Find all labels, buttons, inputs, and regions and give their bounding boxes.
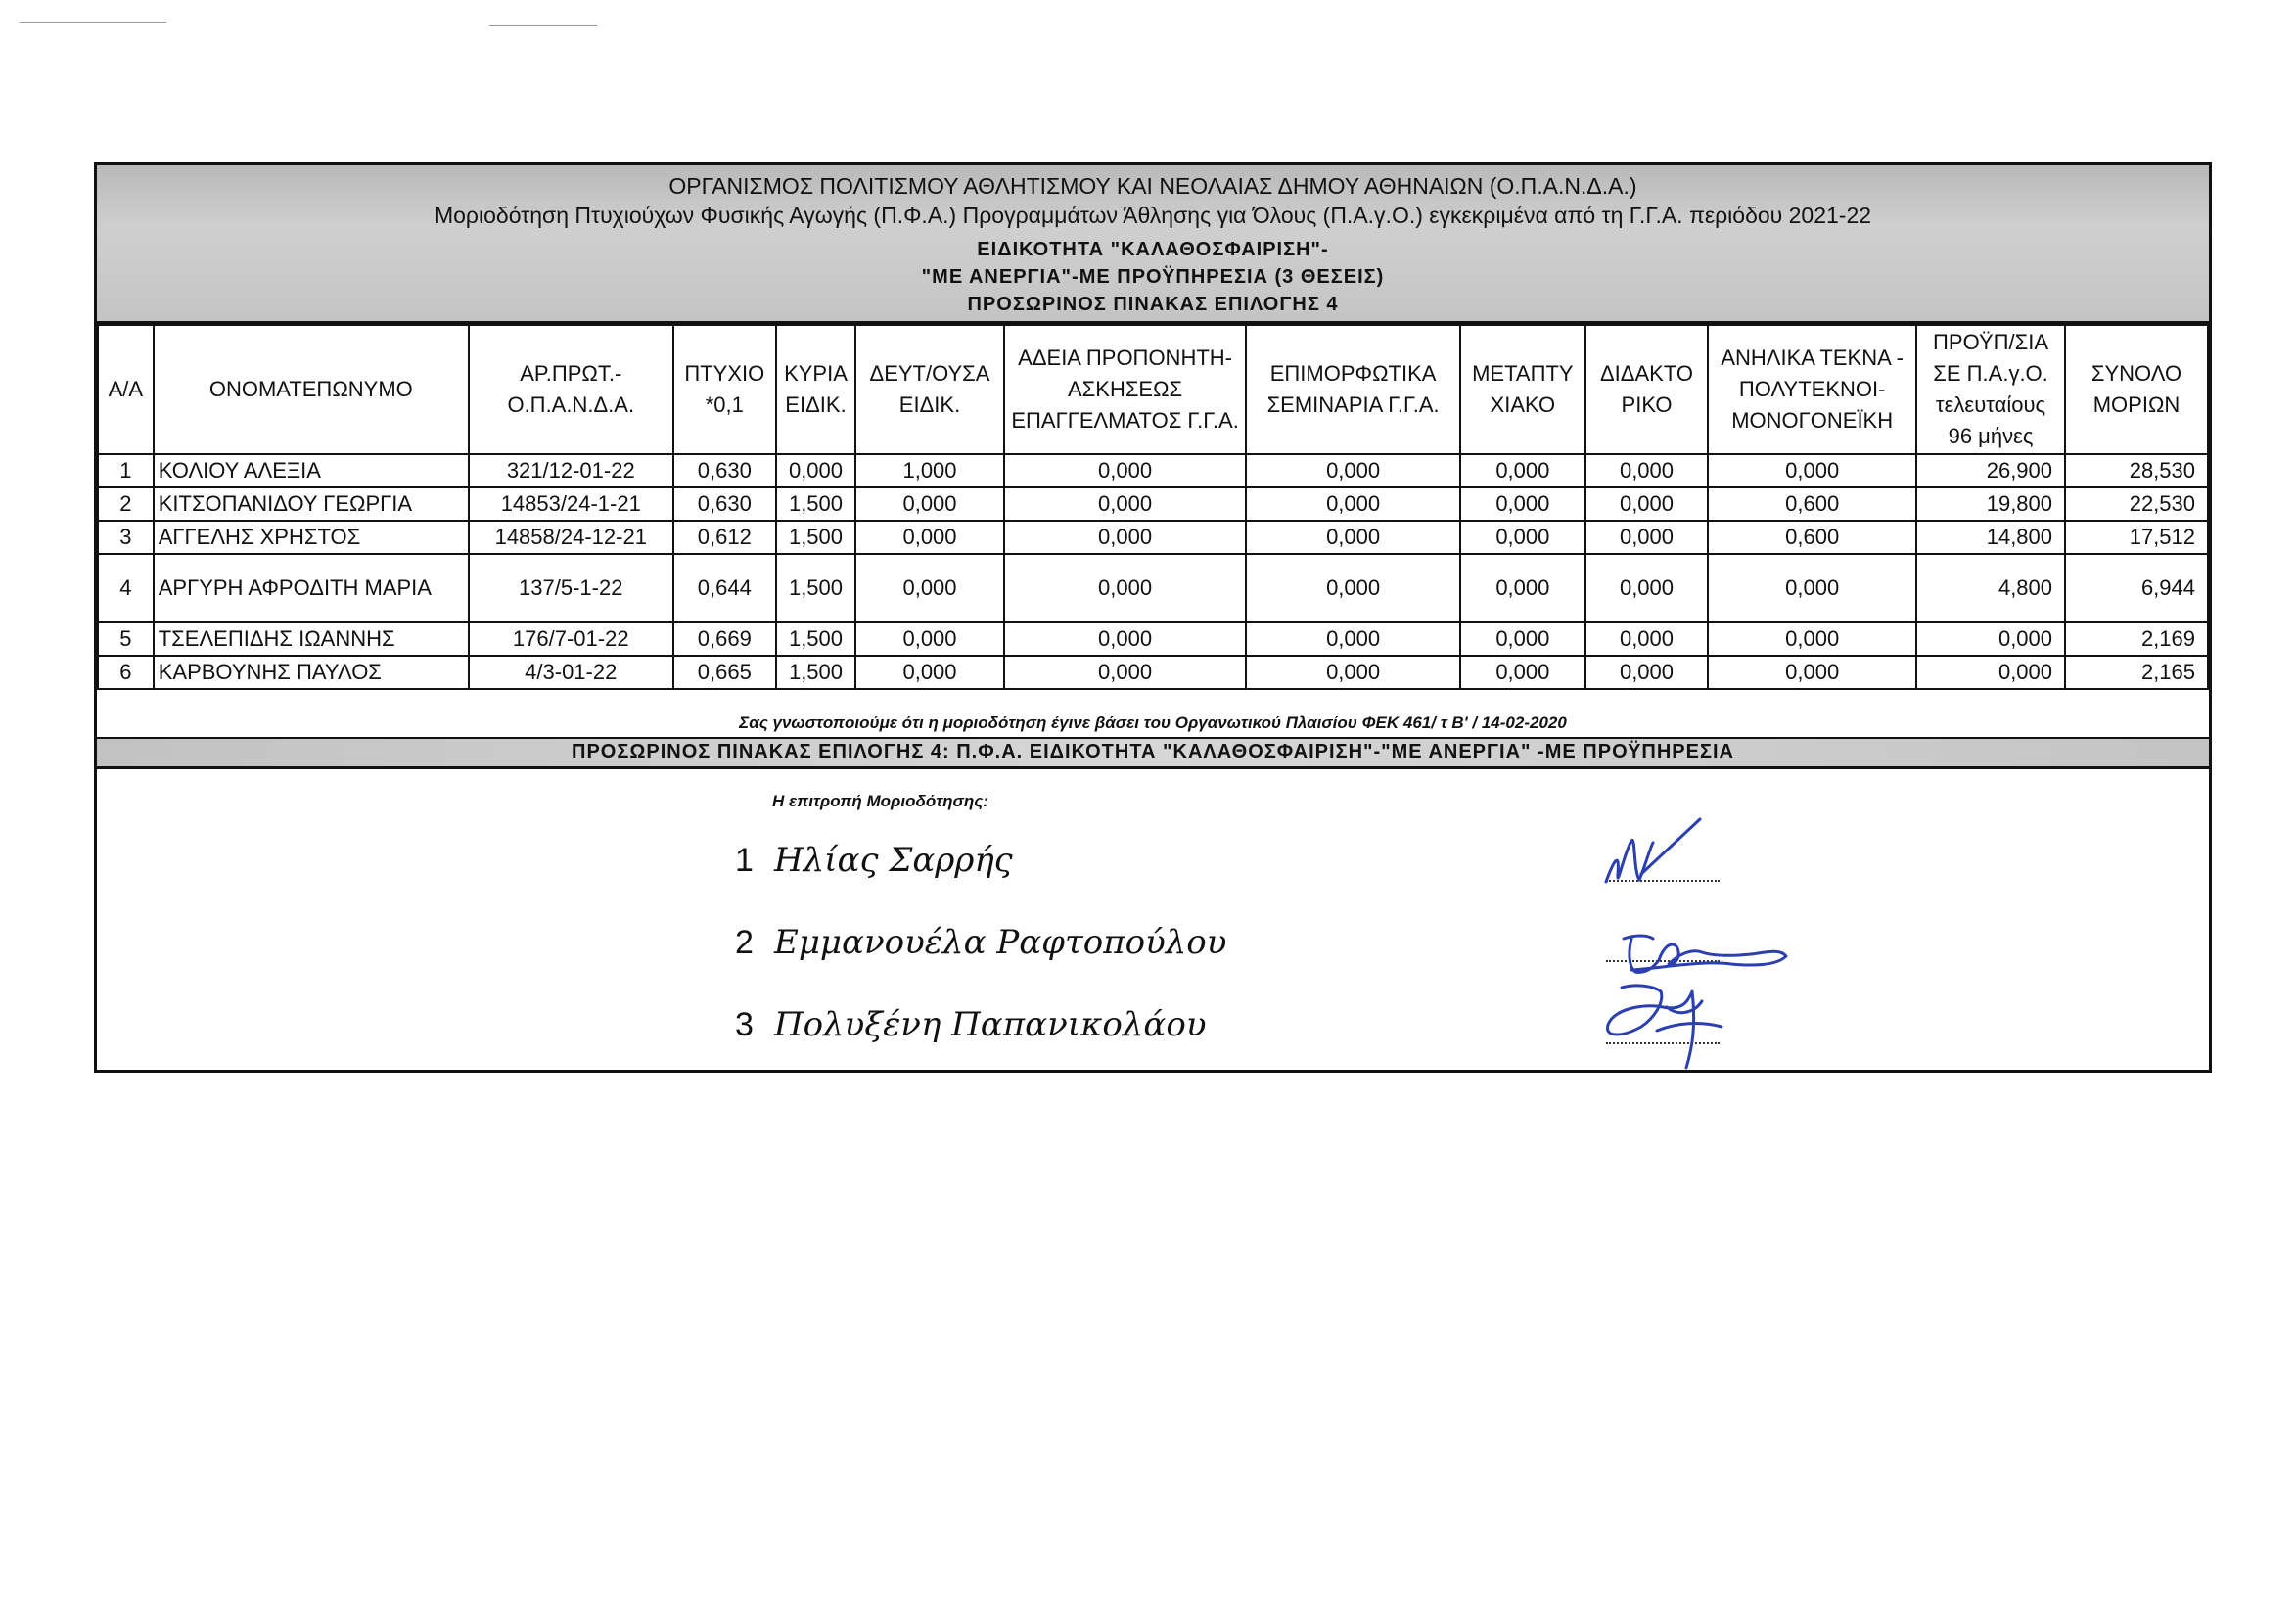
col-masters: ΜΕΤΑΠΤΥ ΧΙΑΚΟ xyxy=(1460,325,1585,454)
cell-aa: 3 xyxy=(98,521,154,554)
cell-main-spec: 1,500 xyxy=(776,487,855,521)
cell-degree: 0,669 xyxy=(673,622,776,656)
committee-title: Η επιτροπή Μοριοδότησης: xyxy=(772,792,988,810)
cell-protocol: 4/3-01-22 xyxy=(469,656,673,689)
cell-doctorate: 0,000 xyxy=(1585,454,1709,487)
member-number: 1 xyxy=(735,842,754,879)
cell-coach-license: 0,000 xyxy=(1004,622,1246,656)
table-row xyxy=(98,554,2208,622)
cell-seminars: 0,000 xyxy=(1246,487,1460,521)
cell-protocol: 137/5-1-22 xyxy=(469,554,673,622)
cell-degree: 0,630 xyxy=(673,454,776,487)
cell-main-spec: 1,500 xyxy=(776,622,855,656)
cell-main-spec: 1,500 xyxy=(776,521,855,554)
signature-1 xyxy=(1606,840,1653,882)
cell-second-spec: 0,000 xyxy=(855,656,1004,689)
category-title: "ΜΕ ΑΝΕΡΓΙΑ"-ΜΕ ΠΡΟΫΠΗΡΕΣΙΑ (3 ΘΕΣΕΙΣ) xyxy=(921,266,1385,288)
cell-main-spec: 1,500 xyxy=(776,554,855,622)
table-row xyxy=(98,521,2208,554)
cell-aa: 4 xyxy=(98,554,154,622)
scan-artifact xyxy=(20,22,166,23)
table-row xyxy=(98,622,2208,656)
cell-children: 0,000 xyxy=(1708,622,1916,656)
cell-name: ΚΑΡΒΟΥΝΗΣ ΠΑΥΛΟΣ xyxy=(154,656,469,689)
committee-member xyxy=(735,923,1226,962)
cell-aa: 2 xyxy=(98,487,154,521)
col-name: ΟΝΟΜΑΤΕΠΩΝΥΜΟ xyxy=(154,325,469,454)
signature-3 xyxy=(1607,986,1722,1068)
cell-aa: 5 xyxy=(98,622,154,656)
list-title: ΠΡΟΣΩΡΙΝΟΣ ΠΙΝΑΚΑΣ ΕΠΙΛΟΓΗΣ 4 xyxy=(967,294,1339,315)
cell-children: 0,000 xyxy=(1708,554,1916,622)
cell-experience: 14,800 xyxy=(1916,521,2065,554)
cell-seminars: 0,000 xyxy=(1246,622,1460,656)
col-degree: ΠΤΥΧΙΟ *0,1 xyxy=(673,325,776,454)
cell-main-spec: 0,000 xyxy=(776,454,855,487)
cell-main-spec: 1,500 xyxy=(776,656,855,689)
cell-doctorate: 0,000 xyxy=(1585,487,1709,521)
cell-experience: 19,800 xyxy=(1916,487,2065,521)
cell-experience: 0,000 xyxy=(1916,622,2065,656)
col-coach-license: ΑΔΕΙΑ ΠΡΟΠΟΝΗΤΗ-ΑΣΚΗΣΕΩΣ ΕΠΑΓΓΕΛΜΑΤΟΣ Γ.Γ.Α. xyxy=(1004,325,1246,454)
member-name: Εμμανουέλα Ραφτοπούλου xyxy=(774,923,1227,962)
cell-total: 17,512 xyxy=(2065,521,2208,554)
subtitle: Μοριοδότηση Πτυχιούχων Φυσικής Αγωγής (Π.Φ.Α.) Προγραμμάτων Άθλησης για Όλους (Π.Α.γ.Ο.) εγκεκριμένα από τη Γ.Γ.Α. περιόδου 2021-22 xyxy=(434,203,1872,228)
cell-seminars: 0,000 xyxy=(1246,554,1460,622)
legal-note: Σας γνωστοποιούμε ότι η μοριοδότηση έγινε βάσει του Οργανωτικού Πλαισίου ΦΕΚ 461/ τ Β' / 14-02-2020 xyxy=(739,713,1567,732)
cell-total: 2,165 xyxy=(2065,656,2208,689)
cell-name: ΚΟΛΙΟΥ ΑΛΕΞΙΑ xyxy=(154,454,469,487)
cell-protocol: 14853/24-1-21 xyxy=(469,487,673,521)
cell-masters: 0,000 xyxy=(1460,454,1585,487)
cell-total: 22,530 xyxy=(2065,487,2208,521)
cell-masters: 0,000 xyxy=(1460,487,1585,521)
cell-second-spec: 0,000 xyxy=(855,622,1004,656)
col-main-spec: ΚΥΡΙΑ ΕΙΔΙΚ. xyxy=(776,325,855,454)
cell-doctorate: 0,000 xyxy=(1585,622,1709,656)
org-title: ΟΡΓΑΝΙΣΜΟΣ ΠΟΛΙΤΙΣΜΟΥ ΑΘΛΗΤΙΣΜΟΥ ΚΑΙ ΝΕΟΛΑΙΑΣ ΔΗΜΟΥ ΑΘΗΝΑΙΩΝ (Ο.Π.Α.Ν.Δ.Α.) xyxy=(668,173,1637,199)
handwritten-signatures xyxy=(1584,792,1898,1076)
cell-masters: 0,000 xyxy=(1460,622,1585,656)
signature-2 xyxy=(1624,936,1786,972)
cell-total: 28,530 xyxy=(2065,454,2208,487)
cell-doctorate: 0,000 xyxy=(1585,554,1709,622)
cell-degree: 0,665 xyxy=(673,656,776,689)
cell-total: 6,944 xyxy=(2065,554,2208,622)
cell-coach-license: 0,000 xyxy=(1004,554,1246,622)
cell-seminars: 0,000 xyxy=(1246,521,1460,554)
cell-children: 0,600 xyxy=(1708,487,1916,521)
member-number: 3 xyxy=(735,1006,754,1043)
cell-coach-license: 0,000 xyxy=(1004,656,1246,689)
cell-children: 0,000 xyxy=(1708,656,1916,689)
cell-masters: 0,000 xyxy=(1460,554,1585,622)
cell-seminars: 0,000 xyxy=(1246,454,1460,487)
cell-name: ΚΙΤΣΟΠΑΝΙΔΟΥ ΓΕΩΡΓΙΑ xyxy=(154,487,469,521)
cell-second-spec: 0,000 xyxy=(855,487,1004,521)
cell-degree: 0,630 xyxy=(673,487,776,521)
cell-second-spec: 0,000 xyxy=(855,521,1004,554)
committee-member xyxy=(735,841,1013,880)
cell-masters: 0,000 xyxy=(1460,521,1585,554)
cell-children: 0,600 xyxy=(1708,521,1916,554)
col-aa: Α/Α xyxy=(98,325,154,454)
cell-protocol: 321/12-01-22 xyxy=(469,454,673,487)
cell-protocol: 14858/24-12-21 xyxy=(469,521,673,554)
table-row xyxy=(98,454,2208,487)
col-doctorate: ΔΙΔΑΚΤΟ ΡΙΚΟ xyxy=(1585,325,1709,454)
cell-doctorate: 0,000 xyxy=(1585,656,1709,689)
col-protocol: ΑΡ.ΠΡΩΤ.- Ο.Π.Α.Ν.Δ.Α. xyxy=(469,325,673,454)
scores-table xyxy=(97,324,2209,690)
footer-band: ΠΡΟΣΩΡΙΝΟΣ ΠΙΝΑΚΑΣ ΕΠΙΛΟΓΗΣ 4: Π.Φ.Α. ΕΙΔΙΚΟΤΗΤΑ "ΚΑΛΑΘΟΣΦΑΙΡΙΣΗ"-"ΜΕ ΑΝΕΡΓΙΑ" -ΜΕ ΠΡΟΫΠΗΡΕΣΙΑ xyxy=(97,737,2209,769)
specialty-title: ΕΙΔΙΚΟΤΗΤΑ "ΚΑΛΑΘΟΣΦΑΙΡΙΣΗ"- xyxy=(977,239,1329,260)
cell-coach-license: 0,000 xyxy=(1004,454,1246,487)
col-seminars: ΕΠΙΜΟΡΦΩΤΙΚΑ ΣΕΜΙΝΑΡΙΑ Γ.Γ.Α. xyxy=(1246,325,1460,454)
member-name: Πολυξένη Παπανικολάου xyxy=(774,1005,1207,1044)
cell-masters: 0,000 xyxy=(1460,656,1585,689)
col-second-spec: ΔΕΥΤ/ΟΥΣΑ ΕΙΔΙΚ. xyxy=(855,325,1004,454)
cell-name: ΤΣΕΛΕΠΙΔΗΣ ΙΩΑΝΝΗΣ xyxy=(154,622,469,656)
member-name: Ηλίας Σαρρής xyxy=(774,841,1013,880)
col-children: ΑΝΗΛΙΚΑ ΤΕΚΝΑ - ΠΟΛΥΤΕΚΝΟΙ-ΜΟΝΟΓΟΝΕΪΚΗ xyxy=(1708,325,1916,454)
selection-list-sheet xyxy=(94,162,2212,1073)
table-row xyxy=(98,487,2208,521)
cell-total: 2,169 xyxy=(2065,622,2208,656)
cell-aa: 6 xyxy=(98,656,154,689)
cell-coach-license: 0,000 xyxy=(1004,487,1246,521)
cell-name: ΑΡΓΥΡΗ ΑΦΡΟΔΙΤΗ ΜΑΡΙΑ xyxy=(154,554,469,622)
cell-degree: 0,612 xyxy=(673,521,776,554)
cell-name: ΑΓΓΕΛΗΣ ΧΡΗΣΤΟΣ xyxy=(154,521,469,554)
cell-protocol: 176/7-01-22 xyxy=(469,622,673,656)
cell-second-spec: 0,000 xyxy=(855,554,1004,622)
col-experience: ΠΡΟΫΠ/ΣΙΑ ΣΕ Π.Α.γ.Ο. τελευταίους 96 μήνες xyxy=(1916,325,2065,454)
cell-experience: 26,900 xyxy=(1916,454,2065,487)
cell-seminars: 0,000 xyxy=(1246,656,1460,689)
member-number: 2 xyxy=(735,924,754,961)
cell-second-spec: 1,000 xyxy=(855,454,1004,487)
cell-degree: 0,644 xyxy=(673,554,776,622)
cell-experience: 4,800 xyxy=(1916,554,2065,622)
scan-artifact xyxy=(489,25,597,26)
cell-coach-license: 0,000 xyxy=(1004,521,1246,554)
cell-experience: 0,000 xyxy=(1916,656,2065,689)
table-row xyxy=(98,656,2208,689)
table-header-row xyxy=(98,325,2208,454)
document-header xyxy=(97,165,2209,324)
col-total: ΣΥΝΟΛΟ ΜΟΡΙΩΝ xyxy=(2065,325,2208,454)
cell-aa: 1 xyxy=(98,454,154,487)
cell-doctorate: 0,000 xyxy=(1585,521,1709,554)
cell-children: 0,000 xyxy=(1708,454,1916,487)
committee-member xyxy=(735,1005,1207,1044)
